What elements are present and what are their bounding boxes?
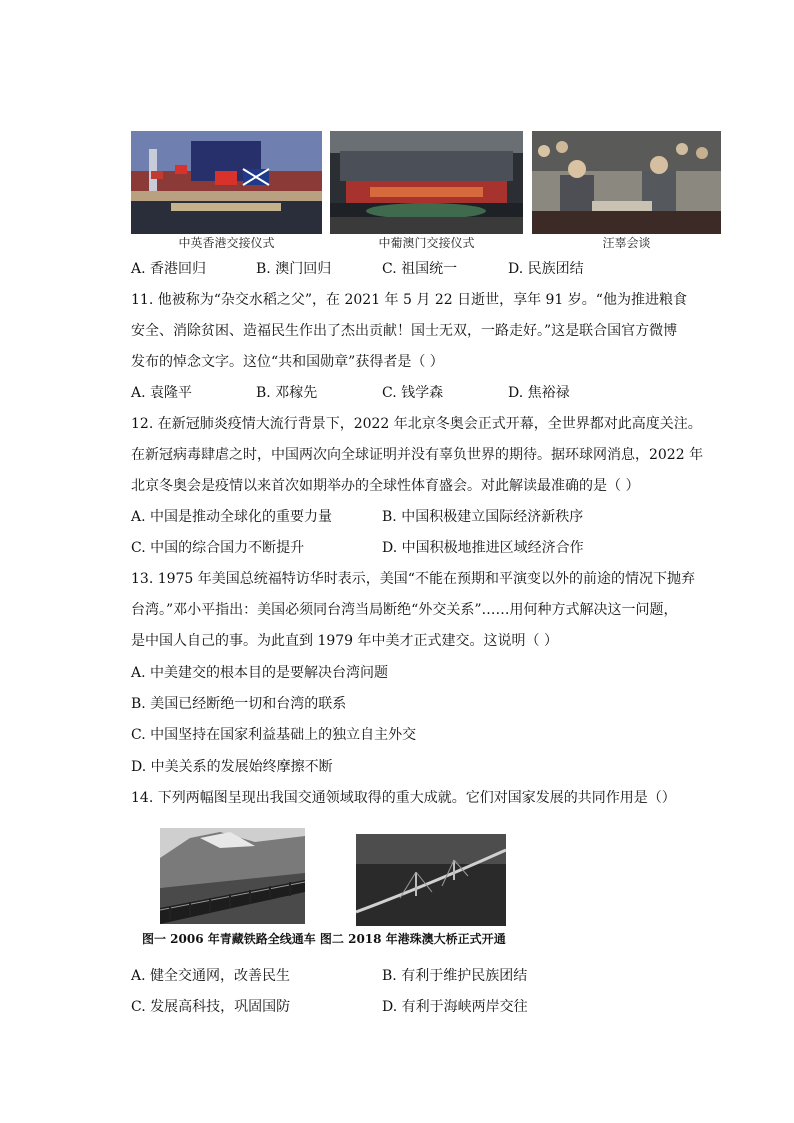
q11-text-line: 11. 他被称为“杂交水稻之父”，在 2021 年 5 月 22 日逝世，享年 91 岁。“他为推进粮食 (131, 292, 687, 308)
q10-option-b[interactable]: B. 澳门回归 (256, 261, 332, 277)
q13-option-d[interactable]: D. 中美关系的发展始终摩擦不断 (131, 759, 333, 775)
q14-figure-caption: 图一 2006 年青藏铁路全线通车 图二 2018 年港珠澳大桥正式开通 (142, 932, 506, 946)
q14-text-line: 14. 下列两幅图呈现出我国交通领域取得的重大成就。它们对国家发展的共同作用是（） (131, 790, 676, 806)
q11-text-line: 发布的悼念文字。这位“共和国勋章”获得者是（ ） (131, 354, 444, 370)
photo-caption: 汪辜会谈 (602, 236, 651, 250)
photo-macau-handover (330, 131, 523, 250)
q13-text-line: 是中国人自己的事。为此直到 1979 年中美才正式建交。这说明（ ） (131, 633, 558, 649)
q13-text-line: 13. 1975 年美国总统福特访华时表示，美国“不能在预期和平演变以外的前途的情况下抛弃 (131, 571, 695, 587)
wang-koo-talks-image (532, 131, 721, 234)
q12-option-b[interactable]: B. 中国积极建立国际经济新秩序 (382, 509, 584, 525)
q14-option-b[interactable]: B. 有利于维护民族团结 (382, 968, 528, 984)
q12-option-c[interactable]: C. 中国的综合国力不断提升 (131, 540, 305, 556)
photo-hongkong-handover (131, 131, 322, 250)
photo-wang-koo-talks (532, 131, 721, 250)
q14-option-d[interactable]: D. 有利于海峡两岸交往 (382, 999, 528, 1015)
q10-option-c[interactable]: C. 祖国统一 (382, 261, 458, 277)
photo-caption: 中英香港交接仪式 (178, 236, 275, 250)
hongkong-zhuhai-macau-bridge-image (356, 834, 506, 926)
photo-caption: 中葡澳门交接仪式 (378, 236, 475, 250)
q13-option-b[interactable]: B. 美国已经断绝一切和台湾的联系 (131, 696, 347, 712)
q12-text-line: 在新冠病毒肆虐之时，中国两次向全球证明并没有辜负世界的期待。据环球网消息，2022 年 (131, 447, 704, 463)
q11-text-line: 安全、消除贫困、造福民生作出了杰出贡献！国士无双，一路走好。”这是联合国官方微博 (131, 323, 678, 339)
q12-option-a[interactable]: A. 中国是推动全球化的重要力量 (131, 509, 333, 525)
q12-text-line: 12. 在新冠肺炎疫情大流行背景下，2022 年北京冬奥会正式开幕，全世界都对此高度关注。 (131, 416, 702, 432)
q11-option-b[interactable]: B. 邓稼先 (256, 385, 318, 401)
q12-text-line: 北京冬奥会是疫情以来首次如期举办的全球性体育盛会。对此解读最准确的是（ ） (131, 478, 640, 494)
q14-option-a[interactable]: A. 健全交通网，改善民生 (131, 968, 291, 984)
q12-option-d[interactable]: D. 中国积极地推进区域经济合作 (382, 540, 584, 556)
q10-option-d[interactable]: D. 民族团结 (508, 261, 584, 277)
q11-option-a[interactable]: A. 袁隆平 (131, 385, 193, 401)
q13-text-line: 台湾。”邓小平指出：美国必须同台湾当局断绝“外交关系”……用何种方式解决这一问题， (131, 602, 678, 618)
qinghai-tibet-railway-image (160, 828, 305, 924)
q14-option-c[interactable]: C. 发展高科技，巩固国防 (131, 999, 291, 1015)
q11-option-d[interactable]: D. 焦裕禄 (508, 385, 570, 401)
q13-option-c[interactable]: C. 中国坚持在国家利益基础上的独立自主外交 (131, 727, 417, 743)
macau-ceremony-image (330, 131, 523, 234)
q10-option-a[interactable]: A. 香港回归 (131, 261, 207, 277)
photo-row (131, 131, 721, 253)
q13-option-a[interactable]: A. 中美建交的根本目的是要解决台湾问题 (131, 665, 389, 681)
q11-option-c[interactable]: C. 钱学森 (382, 385, 444, 401)
hongkong-ceremony-image (131, 131, 322, 234)
